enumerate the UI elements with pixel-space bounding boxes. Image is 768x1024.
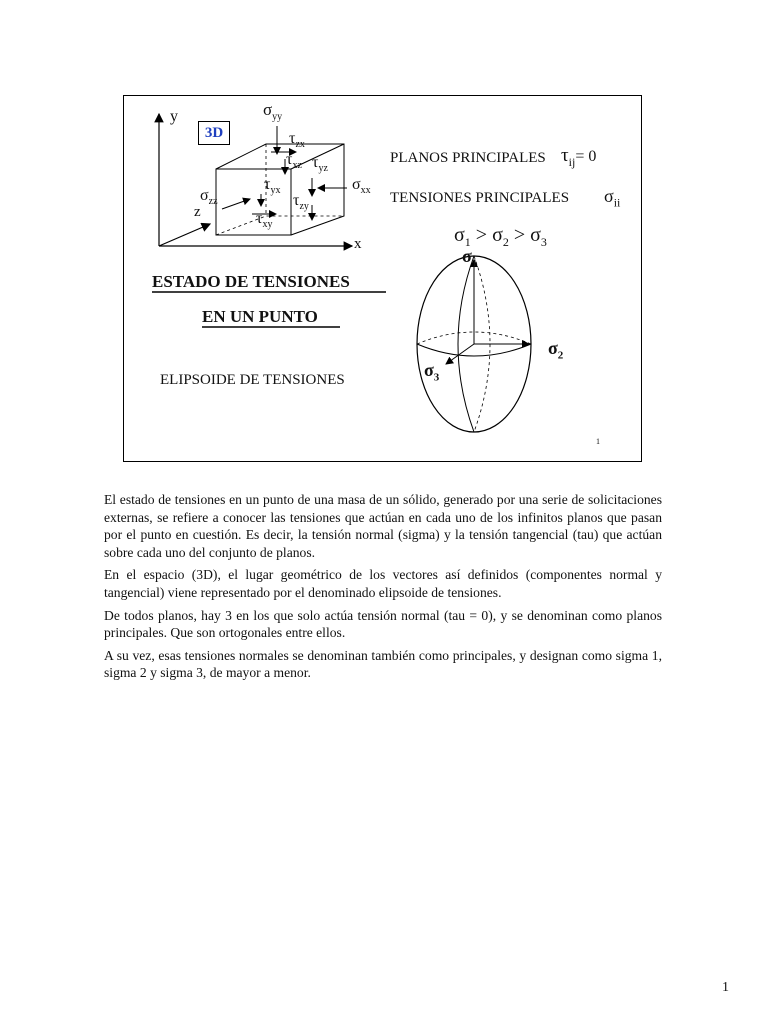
axis-label-z: z <box>194 204 201 220</box>
paragraph-2: En el espacio (3D), el lugar geométrico de los vectores así definidos (componentes normal y tangencial) viene representado por el denominado elipsoide de tensiones. <box>104 567 662 600</box>
axis-label-x: x <box>354 236 362 252</box>
cube-hidden-edges <box>216 216 344 235</box>
badge-3d: 3D <box>198 121 230 145</box>
label-tau-yz: $\tau_{yz}$ <box>312 154 328 175</box>
label-sigma-xx: $\sigma_{xx}$ <box>352 176 371 197</box>
label-tau-xz: $\tau_{xz}$ <box>286 151 302 172</box>
tensiones-principales-label: TENSIONES PRINCIPALES <box>390 190 570 206</box>
paragraph-4: A su vez, esas tensiones normales se denominan también como principales, y designan como sigma 1, sigma 2 y sigma 3, de mayor a menor. <box>104 647 662 681</box>
slide-title-line2: EN UN PUNTO <box>202 307 318 326</box>
label-tau-xy: $\tau_{xy}$ <box>256 210 273 231</box>
slide-figure <box>123 95 642 462</box>
slide-title-line1: ESTADO DE TENSIONES <box>152 272 350 291</box>
ellipsoid-equator-front <box>417 344 531 356</box>
ellipsoid-label-sigma1: $\sigma_1$ <box>462 246 478 270</box>
slide-number: 1 <box>596 437 600 446</box>
label-sigma-yy: $\sigma_{yy}$ <box>263 100 283 123</box>
body-text <box>104 491 662 687</box>
axis-label-y: y <box>170 108 178 125</box>
tensiones-principales-formula: $\sigma_{ii}$ <box>604 186 621 210</box>
elipsoide-label: ELIPSOIDE DE TENSIONES <box>160 372 345 388</box>
planos-principales-label: PLANOS PRINCIPALES <box>390 150 546 166</box>
paragraph-1: El estado de tensiones en un punto de una masa de un sólido, generado por una serie de solicitaciones externas, se refiere a conocer las tensiones que actúan en cada uno de los infinitos planos que pasan por el punto en cuestión. Es decir, la tensión normal (sigma) y la tensión tangencial (tau) que actúan sobre cada uno del conjunto de planos. <box>104 492 662 560</box>
label-sigma-zz: $\sigma_{zz}$ <box>200 187 218 208</box>
z-axis-line <box>159 224 210 246</box>
planos-principales-formula: $\tau_{ij}= 0$ <box>561 145 597 169</box>
sigma-zz-arrow <box>222 199 250 209</box>
paragraph-3: De todos planos, hay 3 en los que solo actúa tensión normal (tau = 0), y se denominan como planos principales. Que son ortogonales entre ellos. <box>104 607 662 641</box>
label-tau-zy: $\tau_{zy}$ <box>293 192 309 213</box>
label-tau-zx: $\tau_{zx}$ <box>289 130 305 151</box>
ellipsoid-meridian <box>458 256 474 432</box>
ellipsoid-label-sigma3: $\sigma_3$ <box>424 360 440 384</box>
page-number: 1 <box>722 980 729 995</box>
label-tau-yx: $\tau_{yx}$ <box>264 176 281 197</box>
ellipsoid-label-sigma2: $\sigma_2$ <box>548 338 564 362</box>
principal-order: $\sigma_1 > \sigma_2 > \sigma_3$ <box>454 224 547 249</box>
